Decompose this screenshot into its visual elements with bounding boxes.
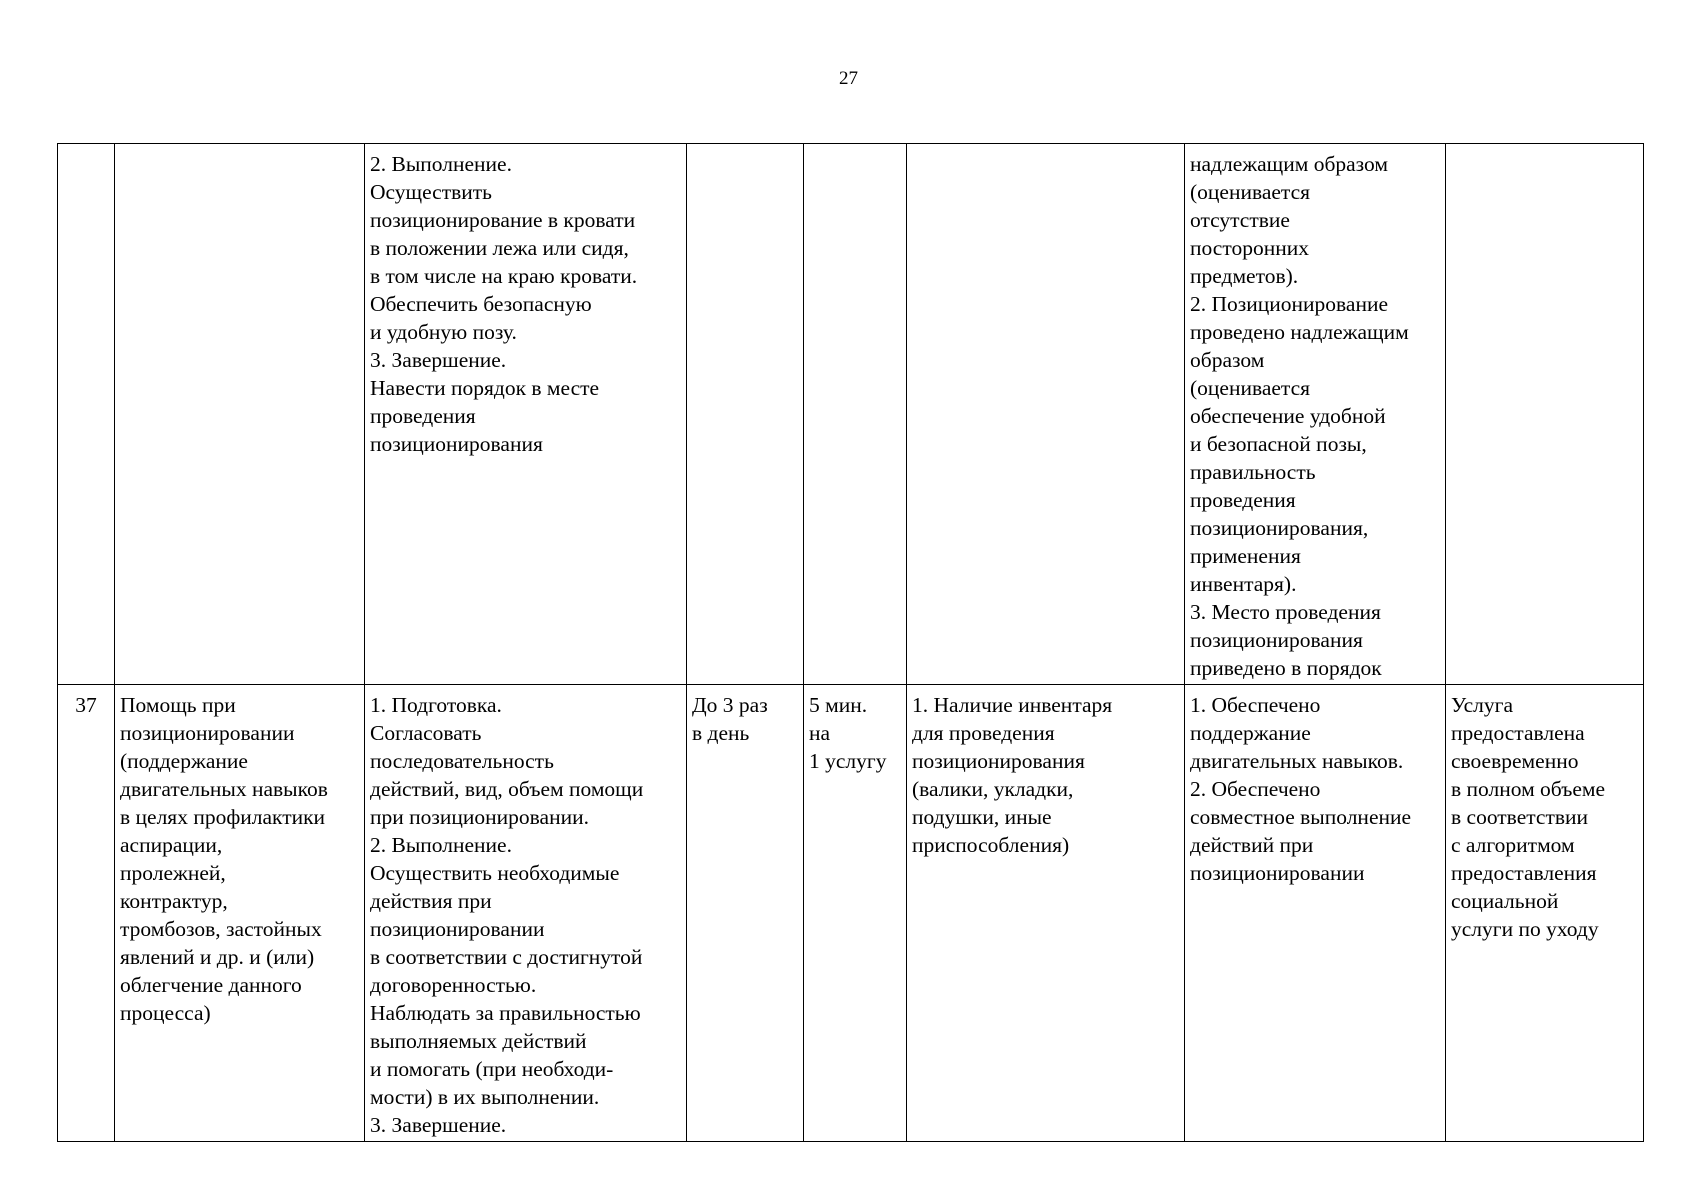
- cell-text-line: проведения: [1190, 488, 1296, 512]
- cell-text-line: До 3 раз: [692, 693, 768, 717]
- cell-text-line: для проведения: [912, 721, 1055, 745]
- cell-text-line: приспособления): [912, 833, 1070, 857]
- cell-text-line: 3. Завершение.: [370, 348, 507, 372]
- cell-text-line: процесса): [120, 1001, 211, 1025]
- result-cell: [1446, 685, 1644, 1142]
- cell-text-line: (поддержание: [120, 749, 248, 773]
- cell-text-line: 2. Выполнение.: [370, 152, 512, 176]
- cell-text-line: 1. Подготовка.: [370, 693, 502, 717]
- cell-text-line: контрактур,: [120, 889, 228, 913]
- cell-text-line: и помогать (при необходи-: [370, 1057, 614, 1081]
- cell-text-line: на: [809, 721, 831, 745]
- cell-text-line: обеспечение удобной: [1190, 404, 1386, 428]
- cell-text-line: в соответствии: [1451, 805, 1589, 829]
- cell-text-line: совместное выполнение: [1190, 805, 1412, 829]
- quality-criteria-cell: [1185, 685, 1446, 1142]
- cell-text-line: Осуществить: [370, 180, 492, 204]
- cell-text-line: приведено в порядок: [1190, 656, 1382, 680]
- cell-text-line: позиционировании: [370, 917, 545, 941]
- frequency-cell: [687, 144, 804, 685]
- cell-text-line: образом: [1190, 348, 1265, 372]
- cell-text-line: предоставления: [1451, 861, 1597, 885]
- cell-text-line: действия при: [370, 889, 492, 913]
- cell-text-line: тромбозов, застойных: [120, 917, 322, 941]
- cell-text-line: позиционирования: [912, 749, 1085, 773]
- cell-text-line: посторонних: [1190, 236, 1309, 260]
- cell-text-line: отсутствие: [1190, 208, 1290, 232]
- cell-text-line: услуги по уходу: [1451, 917, 1599, 941]
- cell-text-line: с алгоритмом: [1451, 833, 1575, 857]
- cell-text-line: 2. Выполнение.: [370, 833, 512, 857]
- cell-text-line: Согласовать: [370, 721, 482, 745]
- cell-text-line: Услуга: [1451, 693, 1514, 717]
- cell-text-line: предметов).: [1190, 264, 1299, 288]
- cell-text-line: в день: [692, 721, 750, 745]
- cell-text-line: (оценивается: [1190, 376, 1311, 400]
- cell-text-line: мости) в их выполнении.: [370, 1085, 600, 1109]
- cell-text-line: в целях профилактики: [120, 805, 326, 829]
- cell-text-line: двигательных навыков.: [1190, 749, 1404, 773]
- cell-text-line: Навести порядок в месте: [370, 376, 600, 400]
- cell-text-line: 3. Завершение.: [370, 1113, 507, 1137]
- cell-text-line: подушки, иные: [912, 805, 1052, 829]
- cell-text-line: договоренностью.: [370, 973, 537, 997]
- cell-text-line: своевременно: [1451, 749, 1579, 773]
- cell-text-line: правильность: [1190, 460, 1316, 484]
- algorithm-cell: [365, 144, 687, 685]
- duration-cell: [804, 685, 907, 1142]
- cell-text-line: проведения: [370, 404, 476, 428]
- service-name-cell: [115, 685, 365, 1142]
- cell-text-line: облегчение данного: [120, 973, 302, 997]
- cell-text-line: действий при: [1190, 833, 1314, 857]
- cell-text-line: (оценивается: [1190, 180, 1311, 204]
- cell-text-line: Осуществить необходимые: [370, 861, 620, 885]
- cell-text-line: применения: [1190, 544, 1301, 568]
- cell-text-line: и удобную позу.: [370, 320, 517, 344]
- cell-text-line: позиционировании: [120, 721, 295, 745]
- cell-text-line: 2. Позиционирование: [1190, 292, 1389, 316]
- cell-text-line: Обеспечить безопасную: [370, 292, 592, 316]
- cell-text-line: 1. Наличие инвентаря: [912, 693, 1113, 717]
- inventory-cell: [907, 144, 1185, 685]
- cell-text-line: аспирации,: [120, 833, 223, 857]
- cell-text-line: предоставлена: [1451, 721, 1585, 745]
- cell-text-line: Наблюдать за правильностью: [370, 1001, 641, 1025]
- cell-text-line: позиционирования,: [1190, 516, 1369, 540]
- cell-text-line: пролежней,: [120, 861, 226, 885]
- cell-text-line: 1 услугу: [809, 749, 887, 773]
- cell-text-line: 1. Обеспечено: [1190, 693, 1321, 717]
- cell-text-line: 5 мин.: [809, 693, 868, 717]
- cell-text-line: в том числе на краю кровати.: [370, 264, 638, 288]
- cell-text-line: позиционирования: [370, 432, 543, 456]
- cell-text-line: 3. Место проведения: [1190, 600, 1381, 624]
- cell-text-line: в полном объеме: [1451, 777, 1606, 801]
- cell-text-line: в соответствии с достигнутой: [370, 945, 643, 969]
- quality-criteria-cell: [1185, 144, 1446, 685]
- inventory-cell: [907, 685, 1185, 1142]
- cell-text-line: позиционировании: [1190, 861, 1365, 885]
- result-cell: [1446, 144, 1644, 685]
- cell-text-line: позиционирования: [1190, 628, 1363, 652]
- cell-text-line: социальной: [1451, 889, 1559, 913]
- cell-text-line: поддержание: [1190, 721, 1311, 745]
- cell-text-line: инвентаря).: [1190, 572, 1297, 596]
- number-cell: 37: [58, 685, 115, 1142]
- service-table: [57, 143, 1644, 1142]
- duration-cell: [804, 144, 907, 685]
- algorithm-cell: [365, 685, 687, 1142]
- cell-text-line: явлений и др. и (или): [120, 945, 315, 969]
- cell-text-line: и безопасной позы,: [1190, 432, 1367, 456]
- cell-text-line: при позиционировании.: [370, 805, 589, 829]
- page-number: 27: [839, 68, 858, 89]
- frequency-cell: [687, 685, 804, 1142]
- cell-text-line: надлежащим образом: [1190, 152, 1388, 176]
- cell-text-line: в положении лежа или сидя,: [370, 236, 629, 260]
- cell-text-line: 2. Обеспечено: [1190, 777, 1321, 801]
- cell-text-line: проведено надлежащим: [1190, 320, 1409, 344]
- service-name-cell: [115, 144, 365, 685]
- cell-text-line: позиционирование в кровати: [370, 208, 636, 232]
- cell-text-line: (валики, укладки,: [912, 777, 1074, 801]
- table-row: [58, 144, 1644, 685]
- cell-text-line: Помощь при: [120, 693, 236, 717]
- cell-text-line: двигательных навыков: [120, 777, 328, 801]
- cell-text-line: выполняемых действий: [370, 1029, 587, 1053]
- table-row: [58, 685, 1644, 1142]
- cell-text-line: действий, вид, объем помощи: [370, 777, 644, 801]
- number-cell: [58, 144, 115, 685]
- cell-text-line: последовательность: [370, 749, 554, 773]
